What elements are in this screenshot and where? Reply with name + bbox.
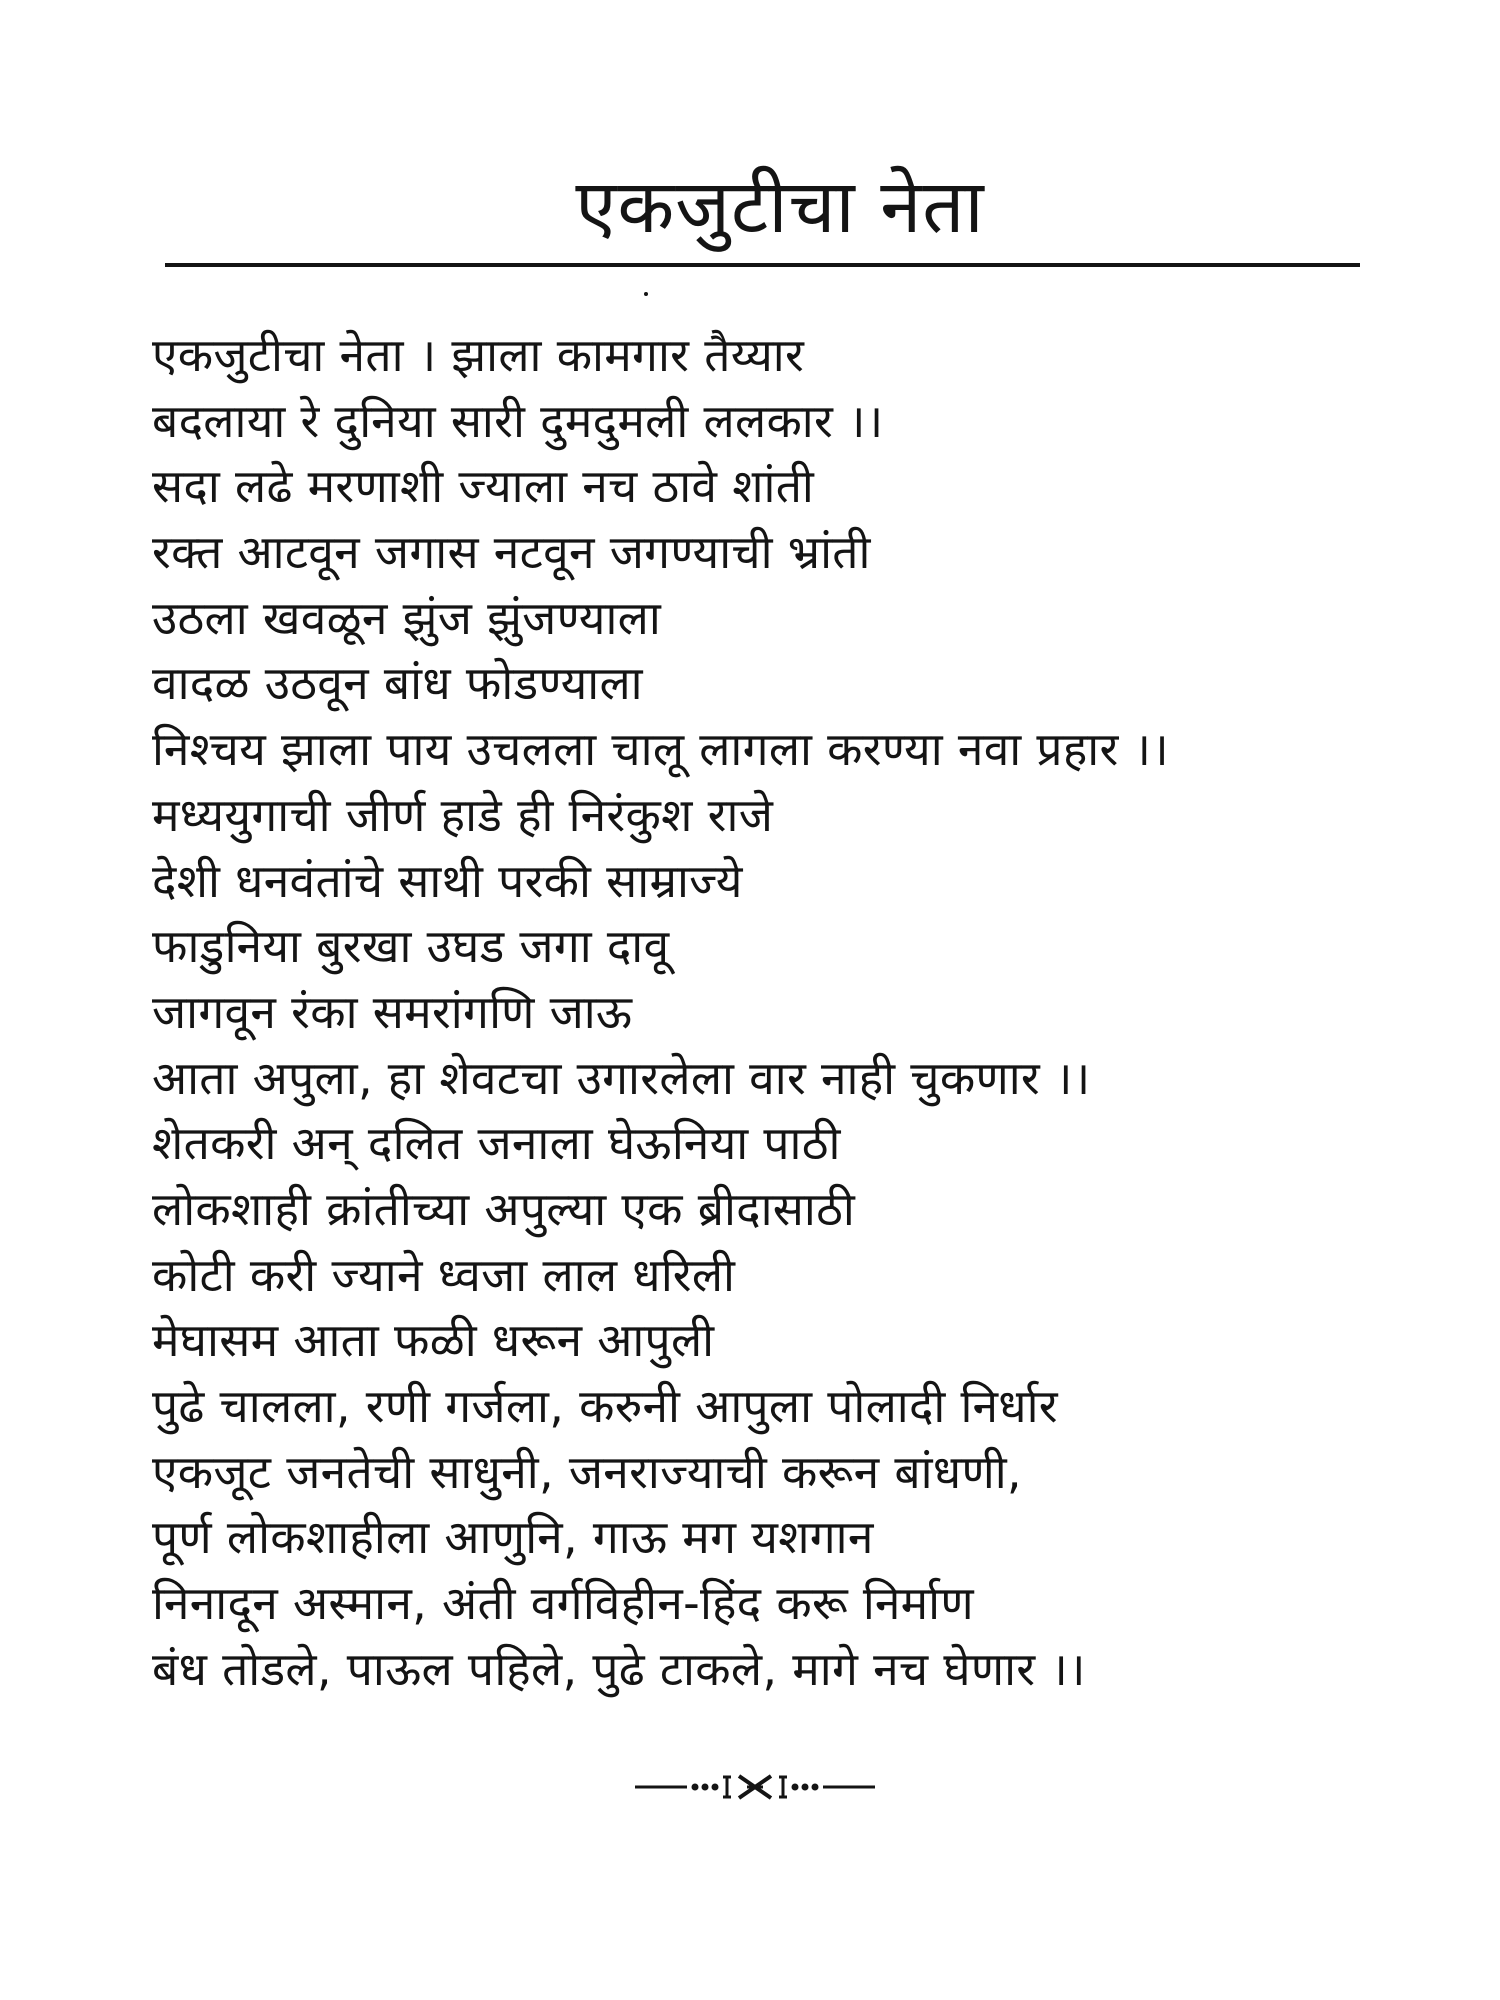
lyric-line: देशी धनवंतांचे साथी परकी साम्राज्ये <box>152 853 743 908</box>
lyric-line: वादळ उठवून बांध फोडण्याला <box>152 656 643 711</box>
lyric-line: आता अपुला, हा शेवटचा उगारलेला वार नाही चुकणार ।। <box>152 1050 1091 1105</box>
lyric-line: मेघासम आता फळी धरून आपुली <box>152 1313 715 1368</box>
lyric-line: एकजूट जनतेची साधुनी, जनराज्याची करून बांधणी, <box>152 1444 1022 1499</box>
song-lyrics <box>152 323 1452 1702</box>
lyric-line: फाडुनिया बुरखा उघड जगा दावू <box>152 919 670 974</box>
end-flourish-icon <box>635 1772 875 1802</box>
lyric-line: निनादून अस्मान, अंती वर्गविहीन-हिंद करू निर्माण <box>152 1576 974 1631</box>
lyric-line: जागवून रंका समरांगणि जाऊ <box>152 984 633 1039</box>
lyric-line: पुढे चालला, रणी गर्जला, करुनी आपुला पोलादी निर्धार <box>152 1379 1058 1433</box>
lyric-line: कोटी करी ज्याने ध्वजा लाल धरिली <box>152 1247 736 1302</box>
lyric-line: बदलाया रे दुनिया सारी दुमदुमली ललकार ।। <box>152 393 884 448</box>
lyric-line: लोकशाही क्रांतीच्या अपुल्या एक ब्रीदासाठी <box>152 1181 856 1236</box>
lyric-line: शेतकरी अन् दलित जनाला घेऊनिया पाठी <box>152 1116 841 1171</box>
lyric-line: निश्चय झाला पाय उचलला चालू लागला करण्या नवा प्रहार ।। <box>152 722 1170 777</box>
lyric-line: पूर्ण लोकशाहीला आणुनि, गाऊ मग यशगान <box>152 1510 874 1565</box>
lyric-line: उठला खवळून झुंज झुंजण्याला <box>152 590 662 645</box>
lyric-line: सदा लढे मरणाशी ज्याला नच ठावे शांती <box>152 459 815 514</box>
lyric-line: मध्ययुगाची जीर्ण हाडे ही निरंकुश राजे <box>152 787 774 842</box>
song-title: एकजुटीचा नेता <box>575 164 985 250</box>
lyric-line: एकजुटीचा नेता । झाला कामगार तैय्यार <box>152 328 805 382</box>
ink-speck <box>644 292 648 296</box>
lyric-line: बंध तोडले, पाऊल पहिले, पुढे टाकले, मागे नच घेणार ।। <box>152 1641 1086 1696</box>
title-underline-divider <box>165 263 1360 267</box>
lyric-line: रक्त आटवून जगास नटवून जगण्याची भ्रांती <box>152 525 871 580</box>
